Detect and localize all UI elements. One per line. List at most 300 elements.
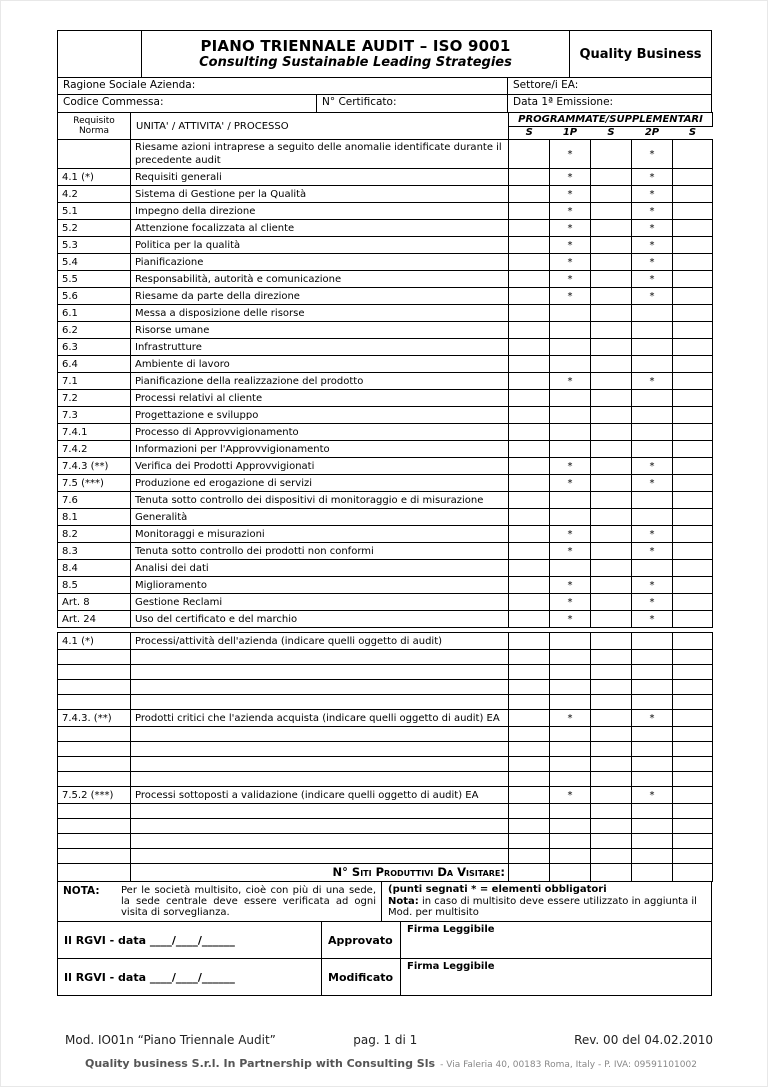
mark-cell-s-4 [673, 757, 713, 772]
mark-cell-s-4 [673, 458, 713, 475]
mark-cell-1p-1: * [550, 203, 591, 220]
processo-cell: Tenuta sotto controllo dei prodotti non conformi [131, 543, 509, 560]
company-footer [85, 1052, 725, 1071]
mark-cell-s-2 [591, 695, 632, 710]
mark-cell-1p-1: * [550, 475, 591, 492]
processo-cell [131, 680, 509, 695]
firma-leggibile-field: Firma Leggibile [407, 924, 495, 935]
mark-cell-1p-1: * [550, 186, 591, 203]
mark-cell-2p-3: * [632, 458, 673, 475]
mark-cell-s-0 [509, 288, 550, 305]
mark-cell-2p-3: * [632, 710, 673, 727]
mark-cell-s-0 [509, 834, 550, 849]
mark-cell-2p-3: * [632, 140, 673, 169]
mark-cell-2p-3 [632, 424, 673, 441]
mark-cell-2p-3: * [632, 475, 673, 492]
data-emissione-field: Data 1ª Emissione: [507, 95, 711, 112]
mark-cell-2p-3 [632, 650, 673, 665]
table-row [58, 220, 713, 237]
mark-cell-s-4 [673, 203, 713, 220]
mark-cell-s-4 [673, 772, 713, 787]
mark-cell-s-2 [591, 424, 632, 441]
processo-cell: Generalità [131, 509, 509, 526]
table-row [58, 560, 713, 577]
column-header-programmate: PROGRAMMATE/SUPPLEMENTARI [509, 113, 713, 127]
mark-cell-s-0 [509, 577, 550, 594]
table-row [58, 254, 713, 271]
processo-cell [131, 650, 509, 665]
mark-cell-2p-3: * [632, 594, 673, 611]
audit-table-body [58, 140, 713, 882]
mark-cell-2p-3 [632, 727, 673, 742]
processo-cell [131, 819, 509, 834]
info-row-1 [57, 78, 712, 95]
modificato-label: Modificato [321, 959, 401, 995]
table-row [58, 819, 713, 834]
processo-cell: Infrastrutture [131, 339, 509, 356]
mark-cell-2p-3: * [632, 186, 673, 203]
mark-cell-s-0 [509, 322, 550, 339]
mark-cell-s-2 [591, 356, 632, 373]
mark-cell-2p-3 [632, 864, 673, 882]
mark-cell-1p-1 [550, 322, 591, 339]
mark-cell-s-4 [673, 288, 713, 305]
mark-cell-s-2 [591, 271, 632, 288]
mark-cell-2p-3: * [632, 611, 673, 628]
mark-cell-s-4 [673, 237, 713, 254]
mark-cell-s-0 [509, 492, 550, 509]
mark-cell-s-0 [509, 665, 550, 680]
mark-cell-1p-1: * [550, 611, 591, 628]
mark-cell-s-0 [509, 727, 550, 742]
mark-cell-2p-3 [632, 356, 673, 373]
signature-row-approvato [57, 922, 712, 959]
table-row [58, 373, 713, 390]
subcolumn-2p: 2P [632, 127, 673, 140]
mark-cell-s-0 [509, 695, 550, 710]
mark-cell-s-4 [673, 509, 713, 526]
mark-cell-s-4 [673, 169, 713, 186]
table-row [58, 203, 713, 220]
mark-cell-1p-1 [550, 680, 591, 695]
requisito-cell: 4.1 (*) [58, 633, 131, 650]
processo-cell [131, 695, 509, 710]
settore-ea-field: Settore/i EA: [507, 78, 711, 94]
table-row [58, 424, 713, 441]
table-row [58, 169, 713, 186]
mark-cell-1p-1: * [550, 169, 591, 186]
mark-cell-s-2 [591, 665, 632, 680]
mark-cell-2p-3: * [632, 220, 673, 237]
mark-cell-s-4 [673, 526, 713, 543]
requisito-cell: Art. 8 [58, 594, 131, 611]
requisito-cell: 8.4 [58, 560, 131, 577]
table-row [58, 650, 713, 665]
table-row [58, 834, 713, 849]
mark-cell-2p-3: * [632, 169, 673, 186]
audit-plan-document [57, 30, 712, 996]
mark-cell-2p-3 [632, 492, 673, 509]
processo-cell [131, 757, 509, 772]
processo-cell: Verifica dei Prodotti Approvvigionati [131, 458, 509, 475]
table-row [58, 742, 713, 757]
requisito-cell [58, 695, 131, 710]
subcolumn-s1: S [509, 127, 550, 140]
subcolumn-s2: S [591, 127, 632, 140]
processo-cell: Sistema di Gestione per la Qualità [131, 186, 509, 203]
mark-cell-1p-1 [550, 390, 591, 407]
codice-commessa-field: Codice Commessa: [63, 96, 164, 108]
legend-nota-label: Nota: [388, 895, 419, 907]
table-row [58, 695, 713, 710]
mark-cell-s-2 [591, 339, 632, 356]
requisito-cell: 5.3 [58, 237, 131, 254]
processo-cell [131, 849, 509, 864]
mark-cell-1p-1 [550, 864, 591, 882]
mark-cell-s-2 [591, 526, 632, 543]
signature-row-modificato [57, 959, 712, 996]
table-row [58, 140, 713, 169]
requisito-cell: 6.2 [58, 322, 131, 339]
mark-cell-s-2 [591, 611, 632, 628]
mark-cell-s-4 [673, 787, 713, 804]
mark-cell-s-4 [673, 864, 713, 882]
mark-cell-s-2 [591, 169, 632, 186]
table-row [58, 680, 713, 695]
legend-line1: (punti segnati * = elementi obbligatori [388, 884, 607, 895]
processo-cell: Pianificazione [131, 254, 509, 271]
mark-cell-s-4 [673, 492, 713, 509]
mark-cell-s-2 [591, 543, 632, 560]
requisito-cell: 7.5.2 (***) [58, 787, 131, 804]
mark-cell-s-4 [673, 305, 713, 322]
mark-cell-s-0 [509, 390, 550, 407]
mark-cell-2p-3 [632, 509, 673, 526]
table-row [58, 665, 713, 680]
mark-cell-1p-1 [550, 492, 591, 509]
mark-cell-2p-3: * [632, 543, 673, 560]
mark-cell-1p-1: * [550, 140, 591, 169]
table-row [58, 475, 713, 492]
mark-cell-s-0 [509, 237, 550, 254]
requisito-cell: 4.1 (*) [58, 169, 131, 186]
footer-page-number: pag. 1 di 1 [353, 1033, 418, 1047]
mark-cell-s-4 [673, 475, 713, 492]
processo-cell: Monitoraggi e misurazioni [131, 526, 509, 543]
mark-cell-s-2 [591, 680, 632, 695]
mark-cell-1p-1 [550, 509, 591, 526]
mark-cell-2p-3 [632, 407, 673, 424]
column-header-processo: UNITA' / ATTIVITA' / PROCESSO [131, 113, 509, 140]
mark-cell-s-4 [673, 695, 713, 710]
requisito-cell: 7.2 [58, 390, 131, 407]
processo-cell [131, 742, 509, 757]
requisito-cell: 6.3 [58, 339, 131, 356]
mark-cell-1p-1 [550, 424, 591, 441]
mark-cell-2p-3: * [632, 237, 673, 254]
mark-cell-1p-1: * [550, 288, 591, 305]
requisito-cell [58, 680, 131, 695]
mark-cell-2p-3 [632, 834, 673, 849]
requisito-cell: 7.1 [58, 373, 131, 390]
mark-cell-s-0 [509, 650, 550, 665]
mark-cell-s-2 [591, 458, 632, 475]
column-header-requisito [58, 113, 131, 140]
processo-cell: Politica per la qualità [131, 237, 509, 254]
requisito-cell: 4.2 [58, 186, 131, 203]
processo-cell: Analisi dei dati [131, 560, 509, 577]
processo-cell: Prodotti critici che l'azienda acquista (indicare quelli oggetto di audit) EA [131, 710, 509, 727]
subcolumn-s3: S [673, 127, 713, 140]
logo-placeholder [58, 31, 142, 77]
mark-cell-s-4 [673, 424, 713, 441]
mark-cell-s-0 [509, 509, 550, 526]
mark-cell-s-2 [591, 441, 632, 458]
requisito-cell: 6.1 [58, 305, 131, 322]
info-row-2 [57, 95, 712, 112]
mark-cell-s-2 [591, 710, 632, 727]
mark-cell-1p-1 [550, 834, 591, 849]
mark-cell-s-2 [591, 373, 632, 390]
brand-name: Quality Business [569, 31, 711, 77]
mark-cell-s-0 [509, 594, 550, 611]
requisito-header-line2: Norma [78, 126, 110, 136]
mark-cell-s-0 [509, 560, 550, 577]
requisito-cell [58, 804, 131, 819]
mark-cell-1p-1: * [550, 594, 591, 611]
mark-cell-s-2 [591, 288, 632, 305]
document-title: PIANO TRIENNALE AUDIT – ISO 9001 [200, 37, 511, 55]
mark-cell-1p-1 [550, 804, 591, 819]
mark-cell-1p-1 [550, 633, 591, 650]
mark-cell-s-4 [673, 611, 713, 628]
processo-cell: Miglioramento [131, 577, 509, 594]
mark-cell-s-4 [673, 140, 713, 169]
table-row [58, 787, 713, 804]
mark-cell-s-2 [591, 594, 632, 611]
mark-cell-s-0 [509, 772, 550, 787]
requisito-cell [58, 665, 131, 680]
mark-cell-1p-1 [550, 772, 591, 787]
mark-cell-s-0 [509, 757, 550, 772]
requisito-cell: 5.2 [58, 220, 131, 237]
footer-revision: Rev. 00 del 04.02.2010 [574, 1033, 713, 1047]
processo-cell: Processi sottoposti a validazione (indicare quelli oggetto di audit) EA [131, 787, 509, 804]
mark-cell-s-0 [509, 864, 550, 882]
requisito-cell: 8.5 [58, 577, 131, 594]
mark-cell-1p-1 [550, 356, 591, 373]
mark-cell-s-4 [673, 186, 713, 203]
nota-block [57, 882, 712, 922]
table-row [58, 288, 713, 305]
mark-cell-s-2 [591, 560, 632, 577]
requisito-cell [58, 757, 131, 772]
table-row [58, 727, 713, 742]
mark-cell-2p-3 [632, 680, 673, 695]
rgvi-data-field: Il RGVI - data ____/____/______ [64, 933, 235, 947]
mark-cell-s-0 [509, 633, 550, 650]
mark-cell-s-2 [591, 849, 632, 864]
mark-cell-s-2 [591, 220, 632, 237]
table-row [58, 526, 713, 543]
requisito-cell [58, 834, 131, 849]
table-row [58, 594, 713, 611]
mark-cell-1p-1: * [550, 237, 591, 254]
mark-cell-s-2 [591, 475, 632, 492]
mark-cell-s-4 [673, 680, 713, 695]
subcolumn-1p: 1P [550, 127, 591, 140]
mark-cell-2p-3 [632, 665, 673, 680]
title-block [142, 31, 569, 77]
processo-cell: Ambiente di lavoro [131, 356, 509, 373]
mark-cell-2p-3 [632, 322, 673, 339]
table-row [58, 339, 713, 356]
mark-cell-s-2 [591, 650, 632, 665]
table-row [58, 757, 713, 772]
mark-cell-s-0 [509, 849, 550, 864]
mark-cell-s-0 [509, 441, 550, 458]
processo-cell [131, 804, 509, 819]
document-footer [0, 1033, 768, 1049]
mark-cell-1p-1 [550, 819, 591, 834]
mark-cell-s-4 [673, 594, 713, 611]
table-row [58, 407, 713, 424]
processo-cell: Riesame azioni intraprese a seguito delle anomalie identificate durante il precedente audit [131, 140, 509, 169]
table-row [58, 543, 713, 560]
table-row [58, 772, 713, 787]
processo-cell: Produzione ed erogazione di servizi [131, 475, 509, 492]
requisito-cell: 5.5 [58, 271, 131, 288]
requisito-cell: 8.3 [58, 543, 131, 560]
processo-cell: Responsabilità, autorità e comunicazione [131, 271, 509, 288]
table-row [58, 441, 713, 458]
requisito-cell: 5.1 [58, 203, 131, 220]
requisito-cell [58, 140, 131, 169]
nota-label: NOTA: [63, 885, 100, 897]
processo-cell [131, 772, 509, 787]
mark-cell-2p-3: * [632, 203, 673, 220]
requisito-cell [58, 742, 131, 757]
processo-cell [131, 665, 509, 680]
footer-company-address: - Via Faleria 40, 00183 Roma, Italy - P. IVA: 09591101002 [440, 1060, 697, 1070]
table-row [58, 710, 713, 727]
mark-cell-1p-1: * [550, 710, 591, 727]
mark-cell-s-0 [509, 710, 550, 727]
mark-cell-s-0 [509, 475, 550, 492]
requisito-cell [58, 650, 131, 665]
mark-cell-s-4 [673, 665, 713, 680]
requisito-cell: 6.4 [58, 356, 131, 373]
mark-cell-s-2 [591, 322, 632, 339]
requisito-cell [58, 849, 131, 864]
mark-cell-s-4 [673, 339, 713, 356]
mark-cell-s-4 [673, 710, 713, 727]
mark-cell-s-0 [509, 254, 550, 271]
requisito-cell: 7.6 [58, 492, 131, 509]
mark-cell-s-2 [591, 254, 632, 271]
mark-cell-s-0 [509, 305, 550, 322]
mark-cell-s-0 [509, 140, 550, 169]
mark-cell-2p-3: * [632, 271, 673, 288]
requisito-cell [58, 819, 131, 834]
mark-cell-s-2 [591, 509, 632, 526]
requisito-cell: 7.3 [58, 407, 131, 424]
mark-cell-2p-3: * [632, 787, 673, 804]
mark-cell-1p-1 [550, 305, 591, 322]
requisito-cell: 7.4.1 [58, 424, 131, 441]
processo-cell: Riesame da parte della direzione [131, 288, 509, 305]
mark-cell-s-2 [591, 772, 632, 787]
mark-cell-s-4 [673, 819, 713, 834]
audit-table [57, 112, 713, 882]
mark-cell-s-0 [509, 804, 550, 819]
mark-cell-s-4 [673, 390, 713, 407]
mark-cell-s-2 [591, 633, 632, 650]
mark-cell-1p-1 [550, 695, 591, 710]
nota-legend [381, 882, 711, 921]
mark-cell-s-4 [673, 727, 713, 742]
mark-cell-s-4 [673, 804, 713, 819]
requisito-cell: 7.4.3. (**) [58, 710, 131, 727]
processo-cell: Attenzione focalizzata al cliente [131, 220, 509, 237]
mark-cell-s-2 [591, 819, 632, 834]
mark-cell-s-0 [509, 526, 550, 543]
mark-cell-1p-1 [550, 441, 591, 458]
requisito-cell: 5.6 [58, 288, 131, 305]
mark-cell-1p-1: * [550, 373, 591, 390]
processo-cell: Gestione Reclami [131, 594, 509, 611]
mark-cell-1p-1: * [550, 787, 591, 804]
table-row [58, 492, 713, 509]
table-row [58, 864, 713, 882]
mark-cell-s-0 [509, 787, 550, 804]
document-header [57, 30, 712, 78]
mark-cell-2p-3: * [632, 254, 673, 271]
processo-cell: Risorse umane [131, 322, 509, 339]
mark-cell-2p-3 [632, 849, 673, 864]
mark-cell-s-0 [509, 373, 550, 390]
mark-cell-1p-1: * [550, 526, 591, 543]
mark-cell-2p-3: * [632, 288, 673, 305]
mark-cell-s-0 [509, 356, 550, 373]
ragione-sociale-field: Ragione Sociale Azienda: [63, 79, 196, 91]
mark-cell-s-4 [673, 543, 713, 560]
mark-cell-2p-3 [632, 633, 673, 650]
mark-cell-1p-1 [550, 742, 591, 757]
table-row [58, 577, 713, 594]
certificato-field: N° Certificato: [316, 95, 507, 112]
siti-produttivi-label: N° Siti Produttivi Da Visitare: [131, 864, 509, 882]
table-header-row [58, 113, 713, 127]
mark-cell-2p-3 [632, 390, 673, 407]
mark-cell-2p-3 [632, 441, 673, 458]
processo-cell: Progettazione e sviluppo [131, 407, 509, 424]
mark-cell-2p-3 [632, 757, 673, 772]
mark-cell-2p-3 [632, 339, 673, 356]
mark-cell-s-2 [591, 742, 632, 757]
document-subtitle: Consulting Sustainable Leading Strategies [199, 55, 512, 70]
mark-cell-s-2 [591, 186, 632, 203]
processo-cell [131, 727, 509, 742]
processo-cell: Informazioni per l'Approvvigionamento [131, 441, 509, 458]
mark-cell-2p-3: * [632, 577, 673, 594]
requisito-cell: 7.5 (***) [58, 475, 131, 492]
processo-cell: Impegno della direzione [131, 203, 509, 220]
processo-cell: Processi/attività dell'azienda (indicare quelli oggetto di audit) [131, 633, 509, 650]
mark-cell-1p-1: * [550, 543, 591, 560]
table-row [58, 305, 713, 322]
table-row [58, 356, 713, 373]
